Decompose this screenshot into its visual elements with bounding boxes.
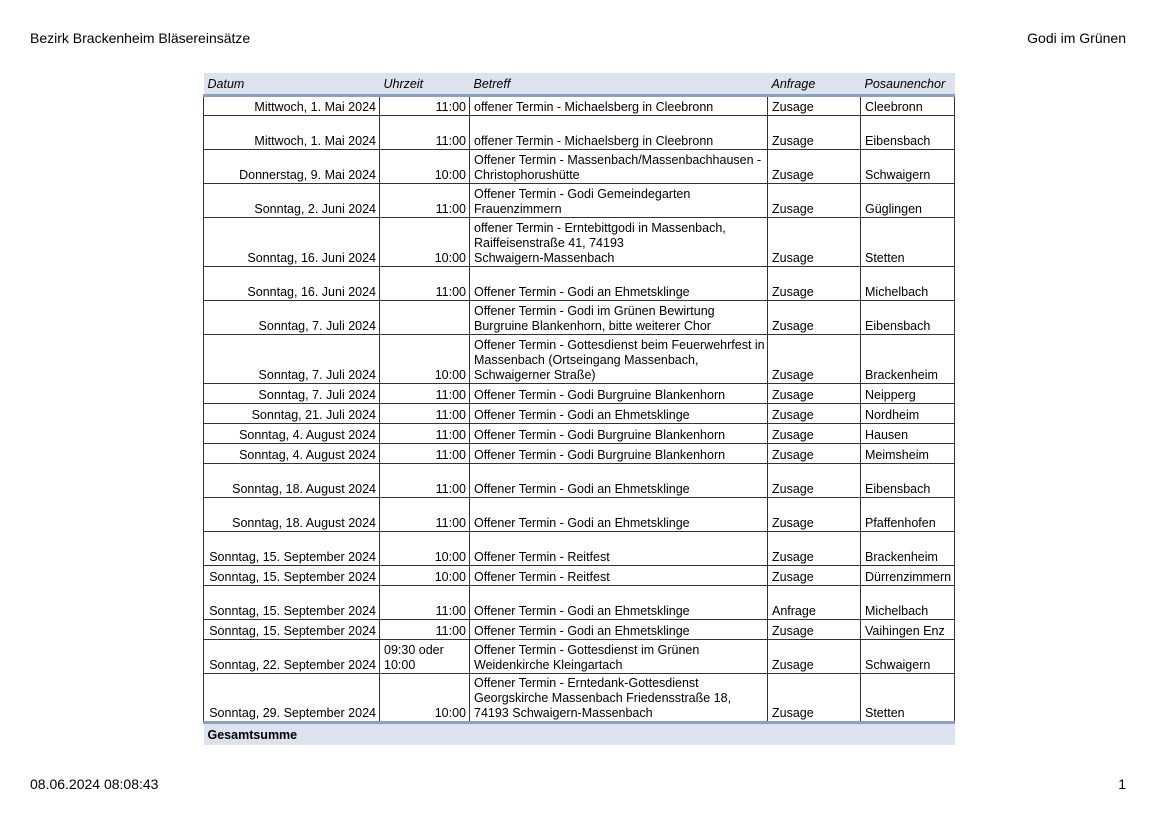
cell-posaunenchor: Eibensbach [861, 301, 955, 335]
cell-posaunenchor: Vaihingen Enz [861, 620, 955, 640]
table-row [204, 498, 955, 532]
cell-datum: Sonntag, 22. September 2024 [204, 640, 380, 674]
cell-posaunenchor: Pfaffenhofen [861, 498, 955, 532]
table-row [204, 384, 955, 404]
cell-posaunenchor: Michelbach [861, 586, 955, 620]
cell-datum: Sonntag, 4. August 2024 [204, 424, 380, 444]
cell-datum: Donnerstag, 9. Mai 2024 [204, 150, 380, 184]
column-header-anfrage: Anfrage [768, 73, 861, 96]
cell-datum: Sonntag, 18. August 2024 [204, 498, 380, 532]
table-row [204, 620, 955, 640]
cell-betreff: Offener Termin - Godi an Ehmetsklinge [470, 620, 768, 640]
cell-anfrage: Zusage [768, 424, 861, 444]
table-row [204, 532, 955, 566]
cell-anfrage: Zusage [768, 116, 861, 150]
cell-datum: Sonntag, 16. Juni 2024 [204, 218, 380, 267]
cell-posaunenchor: Stetten [861, 218, 955, 267]
cell-anfrage: Zusage [768, 96, 861, 116]
cell-betreff: Offener Termin - Gottesdienst beim Feuerwehrfest in Massenbach (Ortseingang Massenbach, Schwaigerner Straße) [470, 335, 768, 384]
print-timestamp: 08.06.2024 08:08:43 [30, 776, 159, 792]
report-subtitle: Godi im Grünen [1027, 30, 1126, 46]
cell-uhrzeit: 10:00 [380, 674, 470, 723]
cell-datum: Sonntag, 15. September 2024 [204, 620, 380, 640]
cell-datum: Sonntag, 4. August 2024 [204, 444, 380, 464]
cell-posaunenchor: Schwaigern [861, 150, 955, 184]
cell-betreff: Offener Termin - Erntedank-Gottesdienst Georgskirche Massenbach Friedensstraße 18, 74193 Schwaigern-Massenbach [470, 674, 768, 723]
table-row [204, 566, 955, 586]
cell-uhrzeit: 11:00 [380, 384, 470, 404]
table-row [204, 464, 955, 498]
cell-uhrzeit: 11:00 [380, 498, 470, 532]
cell-anfrage: Zusage [768, 150, 861, 184]
cell-posaunenchor: Schwaigern [861, 640, 955, 674]
cell-uhrzeit: 11:00 [380, 116, 470, 150]
total-row [204, 723, 955, 746]
table-row [204, 218, 955, 267]
cell-uhrzeit: 11:00 [380, 267, 470, 301]
cell-uhrzeit: 11:00 [380, 424, 470, 444]
cell-anfrage: Zusage [768, 404, 861, 424]
cell-posaunenchor: Michelbach [861, 267, 955, 301]
cell-betreff: Offener Termin - Godi Gemeindegarten Frauenzimmern [470, 184, 768, 218]
table-row [204, 444, 955, 464]
cell-betreff: Offener Termin - Reitfest [470, 566, 768, 586]
table-row [204, 335, 955, 384]
cell-datum: Sonntag, 7. Juli 2024 [204, 384, 380, 404]
cell-uhrzeit: 11:00 [380, 464, 470, 498]
cell-anfrage: Zusage [768, 674, 861, 723]
cell-betreff: offener Termin - Erntebittgodi in Massenbach, Raiffeisenstraße 41, 74193 Schwaigern-Massenbach [470, 218, 768, 267]
cell-anfrage: Zusage [768, 566, 861, 586]
cell-anfrage: Anfrage [768, 586, 861, 620]
report-title: Bezirk Brackenheim Bläsereinsätze [30, 30, 251, 46]
column-header-datum: Datum [204, 73, 380, 96]
cell-anfrage: Zusage [768, 218, 861, 267]
page-number: 1 [1118, 776, 1126, 792]
cell-datum: Sonntag, 16. Juni 2024 [204, 267, 380, 301]
cell-datum: Sonntag, 15. September 2024 [204, 586, 380, 620]
cell-uhrzeit: 10:00 [380, 532, 470, 566]
cell-posaunenchor: Meimsheim [861, 444, 955, 464]
cell-posaunenchor: Stetten [861, 674, 955, 723]
cell-anfrage: Zusage [768, 498, 861, 532]
table-row [204, 301, 955, 335]
cell-betreff: Offener Termin - Godi Burgruine Blankenhorn [470, 424, 768, 444]
cell-betreff: Offener Termin - Gottesdienst im Grünen Weidenkirche Kleingartach [470, 640, 768, 674]
cell-posaunenchor: Eibensbach [861, 116, 955, 150]
table-row [204, 96, 955, 116]
cell-anfrage: Zusage [768, 301, 861, 335]
cell-betreff: offener Termin - Michaelsberg in Cleebronn [470, 96, 768, 116]
table-row [204, 404, 955, 424]
table-row [204, 150, 955, 184]
cell-datum: Mittwoch, 1. Mai 2024 [204, 116, 380, 150]
cell-uhrzeit: 10:00 [380, 150, 470, 184]
cell-anfrage: Zusage [768, 267, 861, 301]
cell-datum: Mittwoch, 1. Mai 2024 [204, 96, 380, 116]
cell-betreff: Offener Termin - Godi Burgruine Blankenhorn [470, 384, 768, 404]
appointments-table [203, 73, 955, 745]
cell-uhrzeit: 09:30 oder 10:00 [380, 640, 470, 674]
cell-anfrage: Zusage [768, 464, 861, 498]
cell-anfrage: Zusage [768, 384, 861, 404]
cell-uhrzeit [380, 301, 470, 335]
cell-posaunenchor: Eibensbach [861, 464, 955, 498]
cell-betreff: Offener Termin - Massenbach/Massenbachhausen - Christophorushütte [470, 150, 768, 184]
cell-posaunenchor: Nordheim [861, 404, 955, 424]
cell-betreff: Offener Termin - Godi an Ehmetsklinge [470, 586, 768, 620]
column-header-betreff: Betreff [470, 73, 768, 96]
table-row [204, 424, 955, 444]
cell-datum: Sonntag, 21. Juli 2024 [204, 404, 380, 424]
cell-posaunenchor: Brackenheim [861, 532, 955, 566]
cell-betreff: Offener Termin - Godi an Ehmetsklinge [470, 404, 768, 424]
cell-posaunenchor: Neipperg [861, 384, 955, 404]
cell-uhrzeit: 11:00 [380, 184, 470, 218]
cell-uhrzeit: 11:00 [380, 444, 470, 464]
table-header-row [204, 73, 955, 96]
cell-anfrage: Zusage [768, 184, 861, 218]
cell-datum: Sonntag, 7. Juli 2024 [204, 335, 380, 384]
cell-posaunenchor: Cleebronn [861, 96, 955, 116]
cell-posaunenchor: Dürrenzimmern [861, 566, 955, 586]
cell-datum: Sonntag, 18. August 2024 [204, 464, 380, 498]
cell-betreff: Offener Termin - Godi an Ehmetsklinge [470, 464, 768, 498]
cell-anfrage: Zusage [768, 335, 861, 384]
column-header-posaunenchor: Posaunenchor [861, 73, 955, 96]
cell-posaunenchor: Güglingen [861, 184, 955, 218]
column-header-uhrzeit: Uhrzeit [380, 73, 470, 96]
cell-datum: Sonntag, 15. September 2024 [204, 566, 380, 586]
cell-anfrage: Zusage [768, 640, 861, 674]
cell-uhrzeit: 10:00 [380, 566, 470, 586]
cell-uhrzeit: 10:00 [380, 335, 470, 384]
cell-betreff: Offener Termin - Godi an Ehmetsklinge [470, 267, 768, 301]
table-row [204, 116, 955, 150]
cell-betreff: Offener Termin - Godi im Grünen Bewirtung Burgruine Blankenhorn, bitte weiterer Chor [470, 301, 768, 335]
cell-uhrzeit: 10:00 [380, 218, 470, 267]
cell-uhrzeit: 11:00 [380, 586, 470, 620]
table-row [204, 184, 955, 218]
cell-datum: Sonntag, 2. Juni 2024 [204, 184, 380, 218]
total-label: Gesamtsumme [204, 723, 955, 746]
cell-posaunenchor: Brackenheim [861, 335, 955, 384]
cell-betreff: Offener Termin - Godi an Ehmetsklinge [470, 498, 768, 532]
cell-anfrage: Zusage [768, 532, 861, 566]
cell-anfrage: Zusage [768, 444, 861, 464]
cell-posaunenchor: Hausen [861, 424, 955, 444]
cell-betreff: Offener Termin - Godi Burgruine Blankenhorn [470, 444, 768, 464]
table-row [204, 586, 955, 620]
table-row [204, 674, 955, 723]
cell-uhrzeit: 11:00 [380, 620, 470, 640]
cell-datum: Sonntag, 29. September 2024 [204, 674, 380, 723]
cell-datum: Sonntag, 15. September 2024 [204, 532, 380, 566]
cell-uhrzeit: 11:00 [380, 404, 470, 424]
cell-datum: Sonntag, 7. Juli 2024 [204, 301, 380, 335]
cell-betreff: Offener Termin - Reitfest [470, 532, 768, 566]
cell-betreff: offener Termin - Michaelsberg in Cleebronn [470, 116, 768, 150]
cell-uhrzeit: 11:00 [380, 96, 470, 116]
table-row [204, 267, 955, 301]
cell-anfrage: Zusage [768, 620, 861, 640]
table-row [204, 640, 955, 674]
